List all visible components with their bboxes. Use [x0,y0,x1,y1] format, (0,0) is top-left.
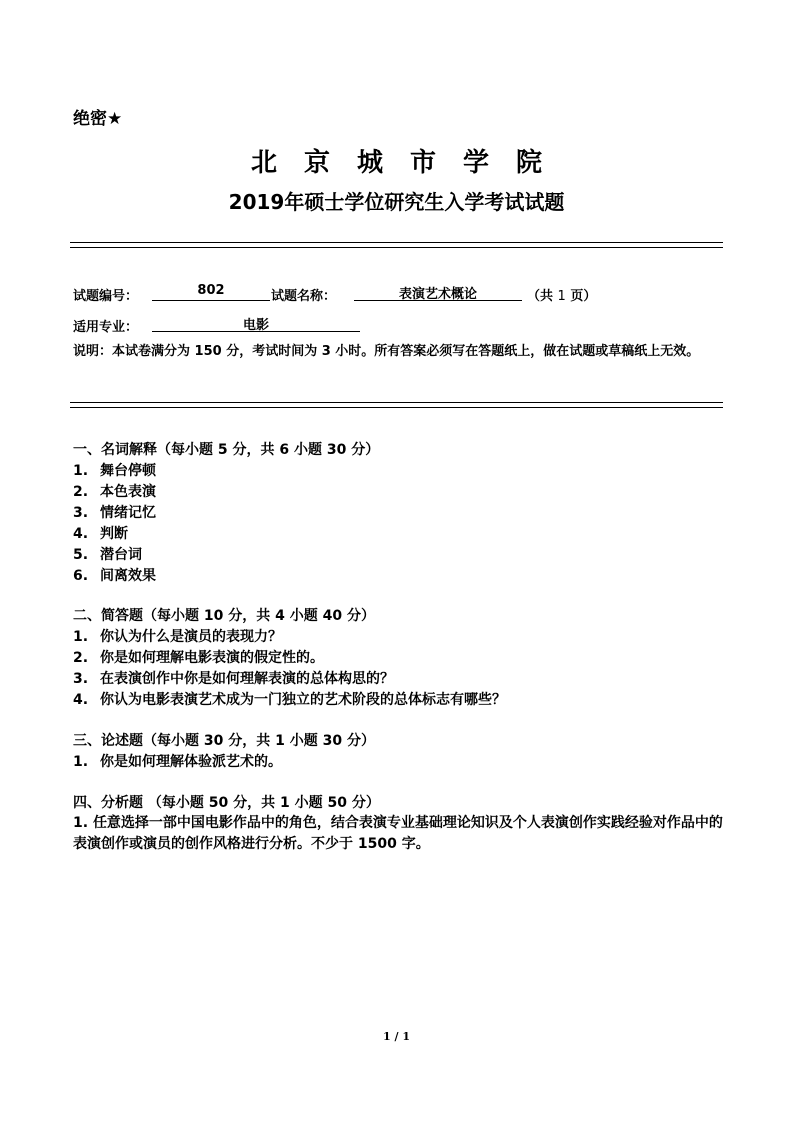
question-text: 判断 [100,526,128,542]
question-number: 1. [73,463,89,479]
major-value: 电影 [152,314,360,332]
page-count-prefix: （共 [527,289,554,304]
question-number: 1. [73,754,89,770]
exam-name-label: 试题名称： [271,289,337,304]
question-text: 你是如何理解体验派艺术的。 [100,754,282,770]
question-item [73,565,156,585]
question-item [73,626,282,646]
exam-name-value: 表演艺术概论 [354,283,522,301]
question-item [73,523,128,543]
page-count [527,285,596,304]
question-number: 6. [73,568,89,584]
question-item [73,502,156,522]
question-text: 任意选择一部中国电影作品中的角色，结合表演专业基础理论知识及个人表演创作实践经验对作品中的表演创作或演员的创作风格进行分析。不少于 1500 字。 [73,815,723,852]
exam-code-label: 试题编号： [73,289,139,304]
question-item [73,544,142,564]
page-count-number: 1 [557,289,566,304]
question-text: 间离效果 [100,568,156,584]
question-text: 舞台停顿 [100,463,156,479]
question-item [73,481,156,501]
question-number: 3. [73,671,89,687]
question-text: 在表演创作中你是如何理解表演的总体构思的？ [100,671,394,687]
section-title-4: 四、分析题 （每小题 50 分，共 1 小题 50 分） [73,795,380,811]
exam-title: 2019年硕士学位研究生入学考试试题 [228,190,565,214]
question-text: 你认为什么是演员的表现力？ [100,629,282,645]
section-title-3: 三、论述题（每小题 30 分，共 1 小题 30 分） [73,733,375,749]
question-number: 3. [73,505,89,521]
instructions: 说明：本试卷满分为 150 分，考试时间为 3 小时。所有答案必须写在答题纸上，做在试题或草稿纸上无效。 [73,344,700,359]
page-number: 1 / 1 [383,1030,410,1043]
question-item [73,813,725,855]
exam-code-value: 802 [152,283,270,301]
question-number: 1. [73,815,89,831]
section-title-1: 一、名词解释（每小题 5 分，共 6 小题 30 分） [73,442,380,458]
question-item [73,668,394,688]
question-item [73,689,506,709]
question-item [73,647,324,667]
question-number: 5. [73,547,89,563]
question-text: 潜台词 [100,547,142,563]
question-text: 情绪记忆 [100,505,156,521]
question-number: 4. [73,526,89,542]
page-count-suffix: 页） [570,289,597,304]
question-text: 你认为电影表演艺术成为一门独立的艺术阶段的总体标志有哪些？ [100,692,506,708]
question-number: 4. [73,692,89,708]
question-item [73,460,156,480]
section-title-2: 二、简答题（每小题 10 分，共 4 小题 40 分） [73,608,375,624]
classification-label: 绝密★ [73,109,123,129]
question-number: 2. [73,484,89,500]
question-number: 2. [73,650,89,666]
question-text: 你是如何理解电影表演的假定性的。 [100,650,324,666]
school-name: 北京城市学院 [250,148,569,178]
question-text: 本色表演 [100,484,156,500]
instructions-divider [70,402,723,408]
header-divider [70,242,723,248]
question-item [73,751,282,771]
major-label: 适用专业： [73,320,139,335]
question-number: 1. [73,629,89,645]
